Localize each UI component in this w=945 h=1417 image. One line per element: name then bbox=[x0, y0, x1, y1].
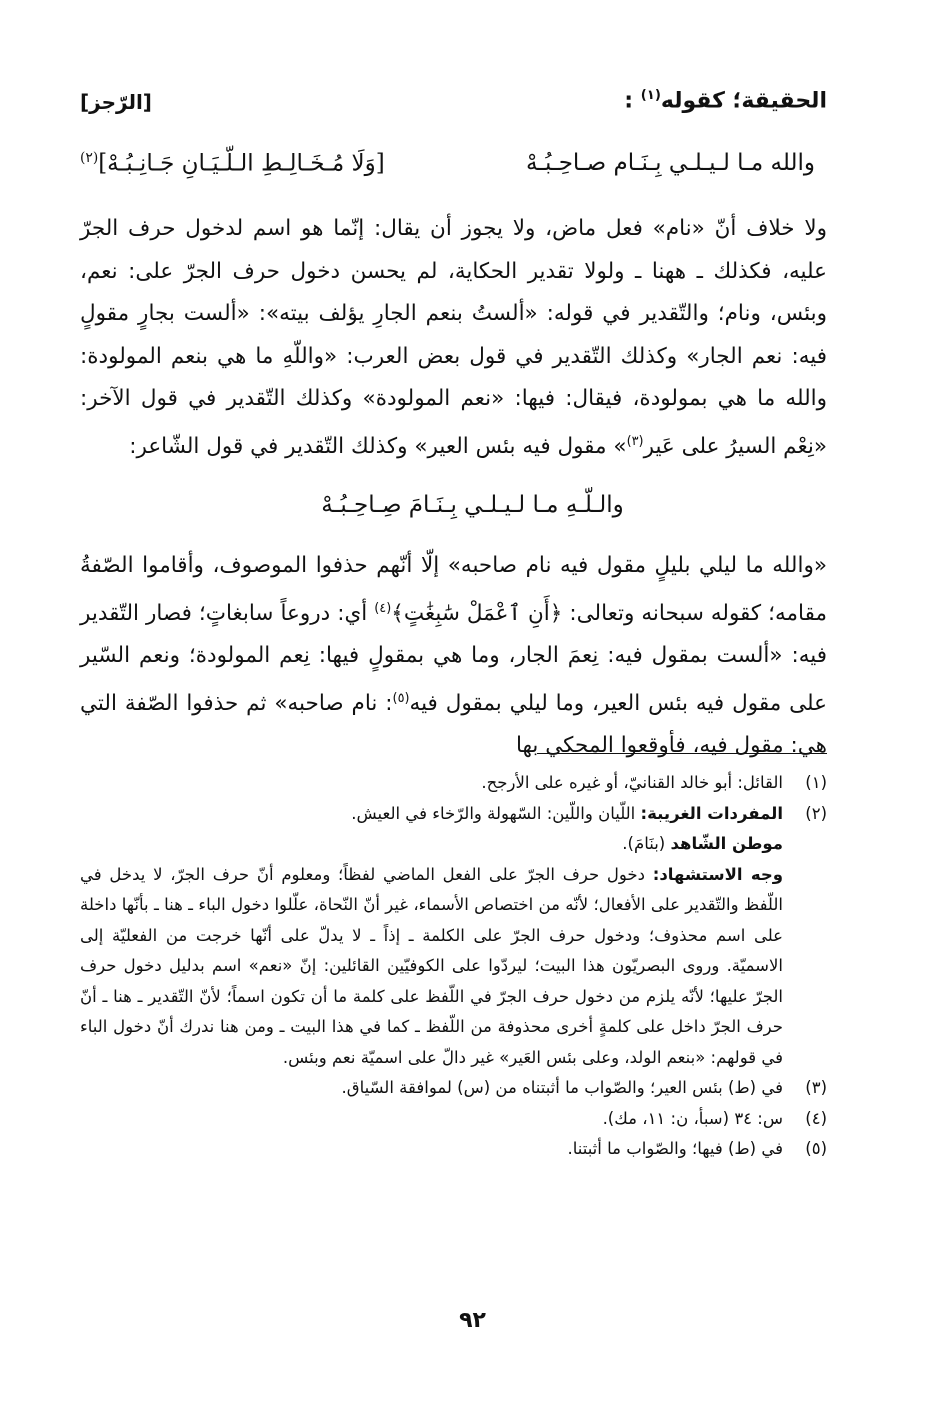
footnote-separator bbox=[537, 753, 827, 754]
footnote-ref-4: (٤) bbox=[374, 600, 392, 616]
footnote-5 bbox=[80, 1134, 827, 1165]
verse-second-hemistich-wrap bbox=[80, 150, 385, 177]
footnotes bbox=[80, 768, 827, 1165]
footnote-2-line-explanation bbox=[80, 860, 783, 1074]
footnote-number: (٤) bbox=[805, 1108, 827, 1128]
footnote-text: دخول حرف الجرّ على الفعل الماضي لفظاً؛ ومعلوم أنّ حرف الجرّ، لا يدخل في اللّفظ والتّقدير على الأفعال؛ لأنّه من اختصاص الأسماء، غير أنّ النّحاة، علّلوا دخول الباء ـ هنا ـ بأنّها داخلة على اسم محذوف؛ ودخول حرف الجرّ على الكلمة ـ إذاً ـ لا يدلّ على أنّها خرجت من الفعليّة إلى الاسميّة. وروى البصريّون هذا البيت؛ ليردّوا على الكوفيّين القائلين: إنّ «نعم» اسم بدليل دخول حرف الجرّ عليها؛ لأنّه يلزم من دخول حرف الجرّ في اللّفظ على كلمة ما أن تكون اسماً؛ لأنّ التّقدير ـ هنا ـ أنّ حرف الجرّ داخل على كلمةٍ أخرى محذوفة من اللّفظ ـ كما في هذا البيت ـ ومن هنا ندرك أنّ دخول الباء في قولهم: «بنعم الولد، وعلى بئس العَير» غير دالّ على اسميّة نعم وبئس. bbox=[80, 864, 783, 1067]
footnote-text: س: ٣٤ (سبأ، ن: ١١، مك). bbox=[602, 1108, 783, 1128]
body-paragraph-2 bbox=[80, 545, 827, 768]
footnote-number: (١) bbox=[805, 773, 827, 792]
footnote-ref-1: (١) bbox=[640, 88, 661, 103]
body-paragraph-1 bbox=[80, 208, 827, 468]
header-text: الحقيقة؛ كقوله bbox=[660, 88, 827, 114]
footnote-ref-3: (٣) bbox=[626, 433, 644, 449]
footnote-2-line-vocab bbox=[80, 799, 783, 830]
page-header bbox=[80, 88, 827, 128]
footnote-number: (٣) bbox=[805, 1078, 827, 1097]
footnote-1 bbox=[80, 768, 827, 799]
verse-second-hemistich: [وَلَا مُـخَـالِـطِ الـلّـيَـانِ جَـانِـبُـهْ] bbox=[98, 150, 385, 177]
footnote-text: اللّيان واللّين: السّهولة والرّخاء في العيش. bbox=[351, 803, 641, 823]
page-number: ٩٢ bbox=[459, 1308, 486, 1333]
footnote-label: المفردات الغريبة: bbox=[640, 803, 783, 823]
paragraph-2-text-c: : نام صاحبه» ثم حذفوا الصّفة التي هي: مقول فيه، فأوقعوا المحكي بها bbox=[80, 690, 827, 759]
paragraph-2-text-a: «والله ما ليلي بليلٍ مقول فيه نام صاحبه» إلّا أنّهم حذفوا الموصوف، وأقاموا الصّفةُ مقامه؛ كقوله سبحانه وتعالى: ﴿أَنِ ٱعْمَلْ سَٰبِغَٰتٍ﴾ bbox=[80, 553, 827, 626]
paragraph-1-text-b: » مقول فيه بئس العير» وكذلك التّقدير في قول الشّاعر: bbox=[129, 433, 627, 459]
footnote-label: وجه الاستشهاد: bbox=[652, 864, 783, 884]
paragraph-1-text-a: ولا خلاف أنّ «نام» فعل ماض، ولا يجوز أن يقال: إنّما هو اسم لدخول حرف الجرّ عليه، فكذلك ـ ههنا ـ ولولا تقدير الحكاية، لم يحسن دخول حرف الجرّ على: نعم، وبئس، ونام؛ والتّقدير في قوله: «ألستُ بنعم الجارِ يؤلف بيته»: «ألست بجارٍ مقولٍ فيه: نعم الجار» وكذلك التّقدير في قول بعض العرب: «واللّهِ ما هي بنعم المولودة: والله ما هي بمولودة، فيقال: فيها: «نعم المولودة» وكذلك التّقدير في قول الآخر: «نِعْم السيرُ على عَير bbox=[80, 216, 827, 459]
verse-first-hemistich: والله مـا لـيـلـي بِـنَـام صـاحِـبُـهْ bbox=[525, 150, 815, 176]
footnote-ref-5: (٥) bbox=[392, 690, 410, 706]
footnote-3 bbox=[80, 1073, 827, 1104]
footnote-text: في (ط) فيها؛ والصّواب ما أثبتنا. bbox=[567, 1139, 783, 1158]
footnote-4 bbox=[80, 1104, 827, 1135]
header-colon: : bbox=[624, 88, 634, 114]
footnote-2-line-evidence bbox=[80, 829, 783, 860]
footnote-number: (٥) bbox=[805, 1139, 827, 1158]
verse-line bbox=[80, 150, 815, 190]
footnote-ref-2: (٢) bbox=[80, 150, 99, 166]
paragraph-2-text-b: أي: دروعاً سابغاتٍ؛ فصار التّقدير فيه: «ألست بمقول فيه: نِعمَ الجار، وما هي بمقولٍ فيها: نِعم المولودة؛ ونعم السّير على مقول فيه بئس العير، وما ليلي بمقول فيه bbox=[80, 600, 828, 716]
footnote-text: القائل: أبو خالد القنانيّ، أو غيره على الأرجح. bbox=[481, 773, 783, 792]
header-lead-text bbox=[624, 88, 827, 113]
footnote-text: (بنَامَ). bbox=[622, 834, 671, 853]
poetic-meter-label: [الرّجز] bbox=[80, 90, 152, 114]
quoted-verse-centered: والـلّـهِ مـا لـيـلـي بِـنَـامَ صِـاحِـبُـهْ bbox=[321, 492, 624, 518]
footnote-number: (٢) bbox=[805, 803, 827, 823]
footnote-text: في (ط) بئس العير؛ والصّواب ما أثبتناه من (س) لموافقة السّياق. bbox=[341, 1078, 783, 1097]
footnote-label: موطن الشّاهد bbox=[670, 834, 783, 853]
footnote-2 bbox=[80, 799, 827, 1074]
